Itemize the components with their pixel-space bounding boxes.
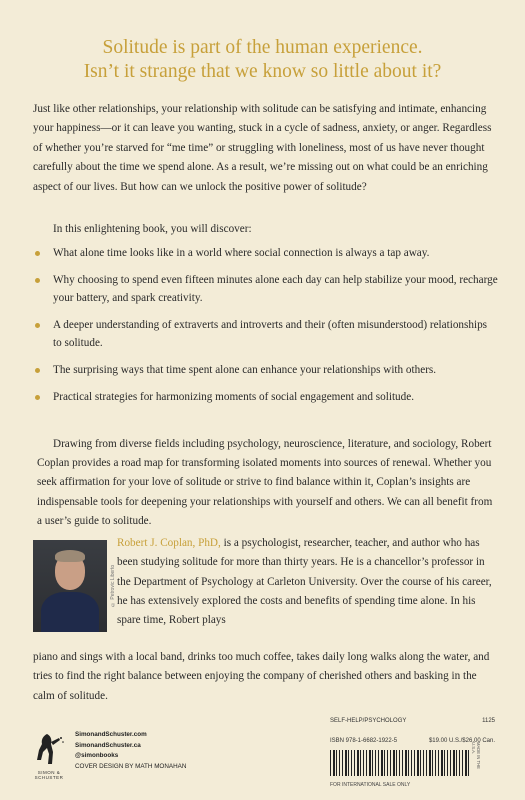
made-in-label: MADE IN THE U.S.A.: [471, 742, 481, 769]
international-sale-label: FOR INTERNATIONAL SALE ONLY: [330, 782, 411, 788]
bullet-dot-icon: [35, 251, 40, 256]
cover-design-credit: COVER DESIGN BY MATH MONAHAN: [75, 762, 187, 770]
bullet-text: Why choosing to spend even fifteen minutes alone each day can help stabilize your mood, recharge your battery, and spark creativity.: [53, 273, 498, 305]
bullet-text: What alone time looks like in a world where social connection is always a tap away.: [53, 247, 430, 259]
bullet-item: [33, 361, 498, 380]
bullet-list: [33, 244, 498, 414]
author-photo: [33, 540, 107, 632]
publisher-link-ca[interactable]: SimonandSchuster.ca: [75, 741, 141, 749]
headline: [0, 36, 525, 84]
barcode-block: [330, 718, 500, 800]
lead-in-text: In this enlightening book, you will discover:: [53, 223, 252, 235]
author-photo-hair: [55, 550, 85, 562]
category-label: SELF-HELP/PSYCHOLOGY: [330, 718, 407, 724]
headline-line-1: Solitude is part of the human experience.: [102, 37, 423, 58]
bullet-text: Practical strategies for harmonizing moments of social engagement and solitude.: [53, 390, 414, 403]
price-text: $19.00 U.S./$26.00 Can.: [428, 738, 495, 744]
bullet-dot-icon: [35, 368, 40, 373]
author-photo-shirt: [41, 592, 99, 632]
bullet-dot-icon: [35, 323, 40, 328]
bullet-text: A deeper understanding of extraverts and introverts and their (often misunderstood) relationships to solitude.: [53, 318, 488, 350]
category-code: 1125: [482, 718, 495, 724]
isbn-text: ISBN 978-1-6682-1922-5: [330, 738, 398, 744]
publisher-links: [75, 730, 186, 772]
publisher-block: [27, 730, 327, 800]
bullet-dot-icon: [35, 395, 40, 400]
publisher-link-us[interactable]: SimonandSchuster.com: [75, 731, 147, 738]
bullet-text: The surprising ways that time spent alone can enhance your relationships with others.: [53, 363, 437, 376]
intro-paragraph: Just like other relationships, your relationship with solitude can be satisfying and intimate, enhancing your happiness—or it can leave you wanting, stuck in a cycle of sadness, anxiety, or anger. Regardless of whether you’re starved for “me time” or struggling with loneliness, most of us have never thought carefully about the time we spend alone. As a result, we’re missing out on what could be an enriching aspect of our lives. But how can we unlock the positive power of solitude?: [33, 103, 492, 193]
publisher-social[interactable]: @simonbooks: [75, 752, 119, 759]
bullet-item: [33, 271, 498, 308]
author-name: Robert J. Coplan, PhD,: [117, 537, 221, 549]
category-row: [330, 718, 495, 724]
bullet-item: [33, 244, 498, 263]
publisher-logo-text: SIMON & SCHUSTER: [34, 770, 64, 780]
author-bio: [117, 534, 495, 630]
photo-credit: © Petrovic Liberto: [110, 564, 116, 608]
sower-logo-icon: [27, 730, 67, 775]
author-bio-continued: piano and sings with a local band, drinks too much coffee, takes daily long walks along the water, and tries to find the right balance between enjoying the company of cherished others and basking in the calm of solitude.: [33, 651, 490, 702]
bullet-item: [33, 316, 498, 353]
headline-line-2: Isn’t it strange that we know so little about it?: [83, 61, 442, 82]
description-paragraph: Drawing from diverse fields including psychology, neuroscience, literature, and sociology, Robert Coplan provides a road map for transforming isolated moments into sources of renewal. Whether you seek affirmation for your love of solitude or strive to find balance within it, Coplan’s insights are indispensable tools for deepening your relationships with yourself and others. We can all benefit from a user’s guide to solitude.: [37, 438, 493, 527]
barcode-icon: [330, 750, 470, 776]
author-bio-text: is a psychologist, researcher, teacher, and author who has been studying solitude for more than thirty years. He is a chancellor’s professor in the Department of Psychology at Carleton University. Over the course of his career, he has extensively explored the costs and benefits of spending time alone. In his spare time, Robert plays: [117, 537, 492, 627]
bullet-item: [33, 388, 498, 407]
bullet-dot-icon: [35, 278, 40, 283]
